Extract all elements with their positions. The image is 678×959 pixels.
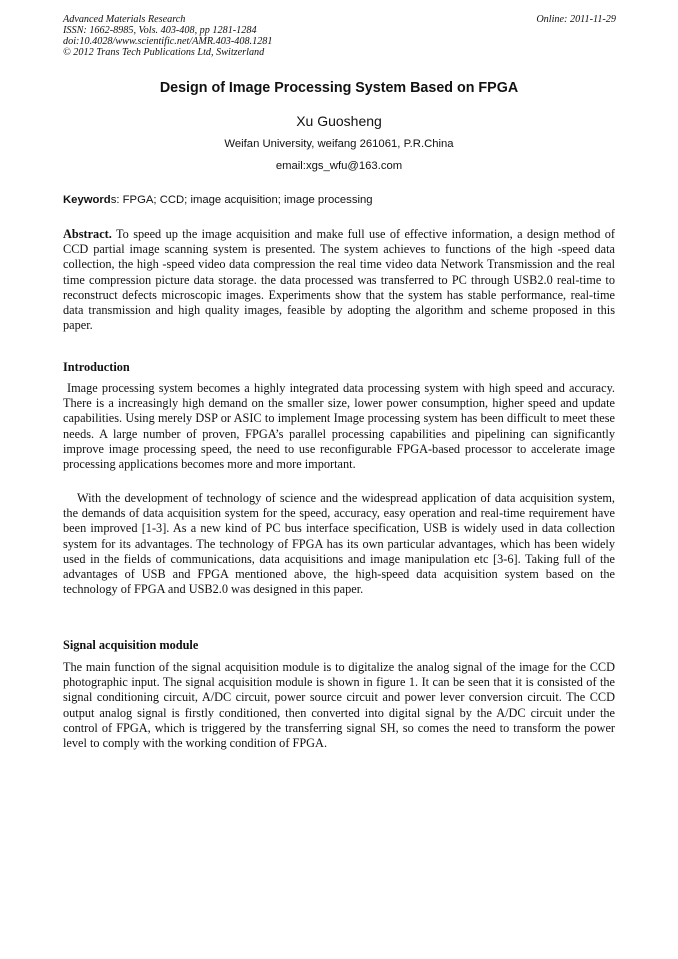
author-name: Xu Guosheng <box>296 113 382 129</box>
copyright-line: © 2012 Trans Tech Publications Ltd, Switzerland <box>63 47 265 58</box>
intro-paragraph-1: Image processing system becomes a highly integrated data processing system with high speed and accuracy. There is a increasingly high demand on the smaller size, lower power consumption, higher speed and update capabilities. Using merely DSP or ASIC to implement Image processing system has been difficult to meet these needs. A large number of proven, FPGA’s parallel processing capabilities and pipelining can significantly improve image processing speed, the need to use reconfigurable FPGA-based processor to accelerate image processing applications becomes more and more important. <box>63 381 615 472</box>
keywords-label-rest: s: <box>110 194 120 206</box>
abstract-text: To speed up the image acquisition and make full use of effective information, a design method of CCD partial image scanning system is presented. The system achieves to functions of the high -speed data collection, the high -speed video data compression the real time video data Network Transmission and the real time compression picture data storage. the data processed was transferred to PC through USB2.0 real-time to reconstruct defects microscopic images. Experiments show that the system has stable performance, real-time data transmission and high quality images, feasible by adopting the algorithm and scheme proposed in this paper. <box>63 227 615 333</box>
online-date: Online: 2011-11-29 <box>536 14 616 25</box>
journal-header <box>63 14 616 58</box>
journal-name: Advanced Materials Research <box>63 14 186 25</box>
intro-paragraph-2: With the development of technology of science and the widespread application of data acquisition system, the demands of data acquisition system for the speed, accuracy, easy operation and real-time requirement have been improved [1-3]. As a new kind of PC bus interface specification, USB is widely used in data collection system for its advantages. The technology of FPGA has its own particular advantages, which has been widely used in the fields of communications, data acquisitions and image manipulation etc [3-6]. Taking full of the advantages of USB and FPGA mentioned above, the high-speed data acquisition system based on the technology of FPGA and USB2.0 was designed in this paper. <box>63 491 615 597</box>
keywords-text: FPGA; CCD; image acquisition; image processing <box>119 194 373 206</box>
keywords-line <box>63 194 616 206</box>
section-heading-signal-acquisition: Signal acquisition module <box>63 638 199 652</box>
journal-info <box>63 14 616 58</box>
issn-line: ISSN: 1662-8985, Vols. 403-408, pp 1281-1284 <box>63 25 257 36</box>
abstract-label: Abstract. <box>63 227 112 241</box>
affiliation: Weifan University, weifang 261061, P.R.China <box>224 138 454 150</box>
abstract-paragraph <box>63 227 615 333</box>
signal-paragraph-1: The main function of the signal acquisition module is to digitalize the analog signal of the image for the CCD photographic input. The signal acquisition module is shown in figure 1. It can be seen that it is consisted of the signal conditioning circuit, A/DC circuit, power source circuit and power lever conversion circuit. The CCD output analog signal is firstly conditioned, then converted into digital signal by the A/DC circuit under the control of FPGA, which is triggered by the transferring signal SH, so comes the need to transform the power level to comply with the working condition of FPGA. <box>63 660 615 751</box>
section-heading-introduction: Introduction <box>63 360 130 374</box>
author-email: email:xgs_wfu@163.com <box>275 160 403 172</box>
doi-line: doi:10.4028/www.scientific.net/AMR.403-408.1281 <box>63 36 273 47</box>
paper-title: Design of Image Processing System Based on FPGA <box>159 80 519 96</box>
keywords-label-bold: Keyword <box>63 194 111 206</box>
